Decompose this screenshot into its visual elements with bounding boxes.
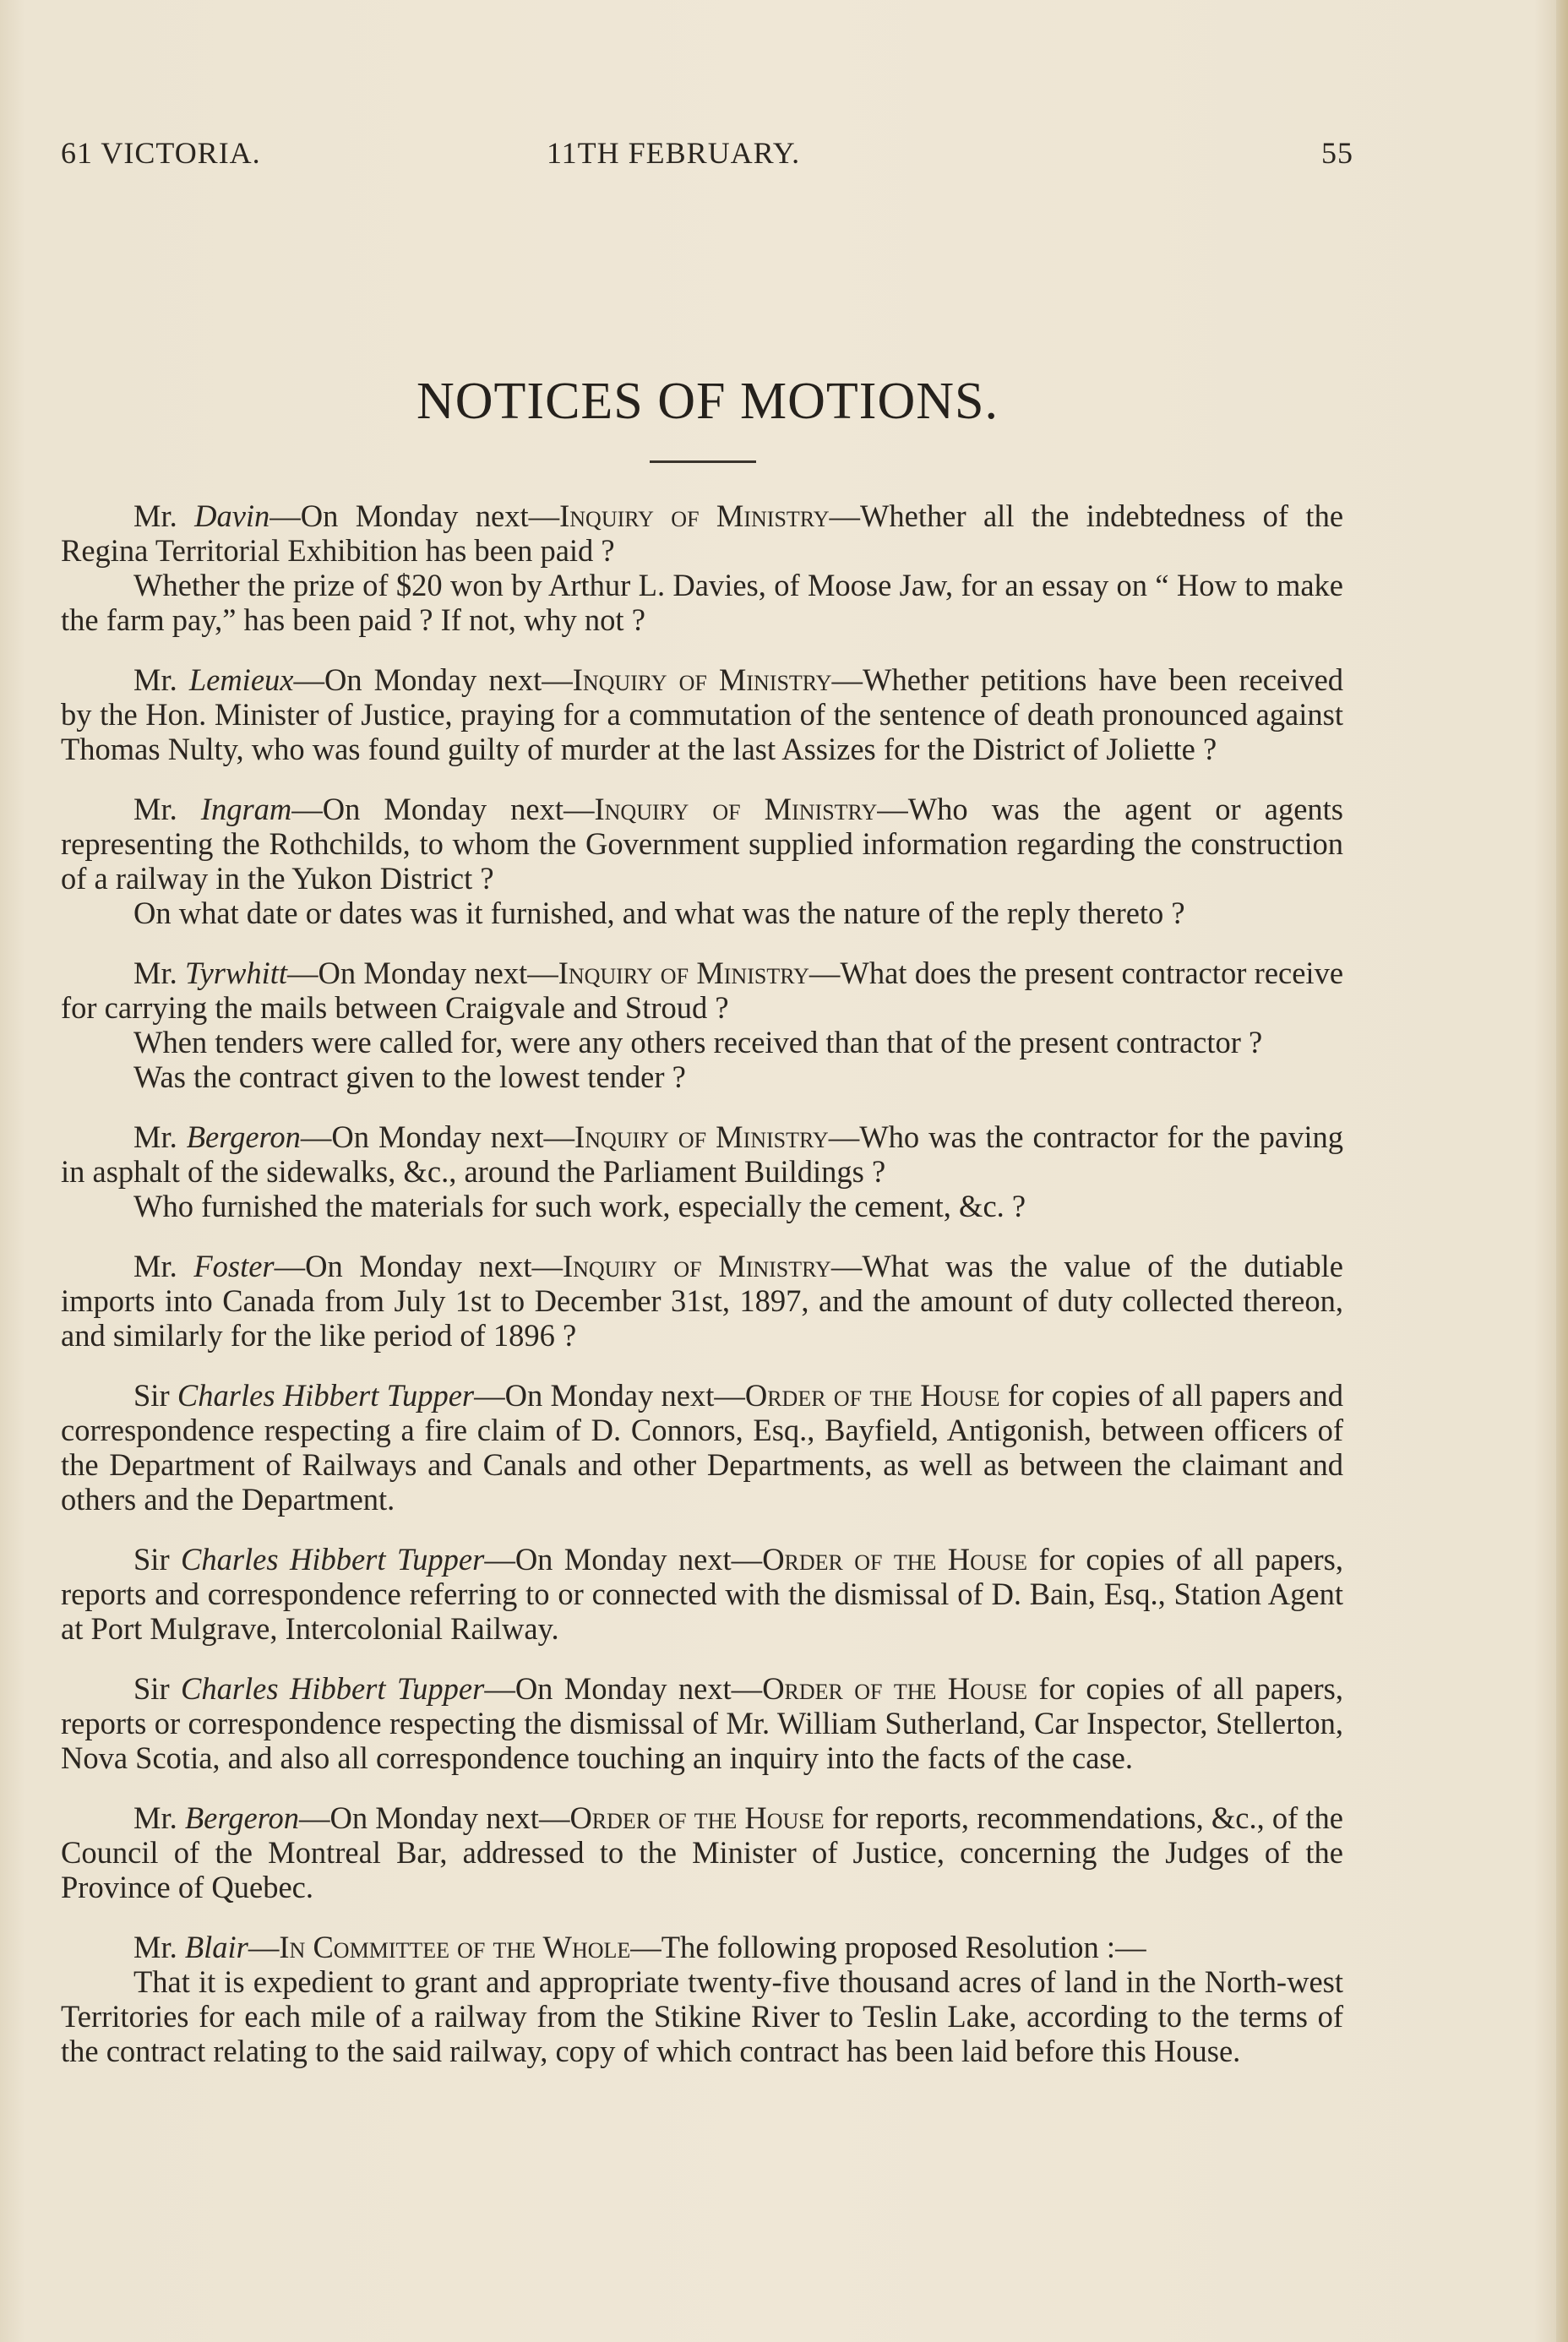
motion-timing: —On Monday next— bbox=[291, 792, 595, 826]
member-title: Mr. bbox=[133, 662, 177, 697]
motion-text: for copies of all papers, reports or correspondence respecting the dismissal of Mr. William Sutherland, Car Inspector, Stellerton, Nova Scotia, and also all correspondence touching an inquiry into the facts of the case. bbox=[61, 1671, 1343, 1775]
member-title: Sir bbox=[133, 1542, 170, 1577]
motion-type: Inquiry of Ministry bbox=[574, 1119, 829, 1154]
motion-first-paragraph bbox=[61, 1542, 1343, 1646]
motion-notice bbox=[61, 1378, 1343, 1517]
motion-notice bbox=[61, 1800, 1343, 1904]
member-title: Mr. bbox=[133, 1249, 177, 1283]
motion-notice bbox=[61, 1542, 1343, 1646]
header-date: 11TH FEBRUARY. bbox=[547, 136, 801, 170]
member-name: Charles Hibbert Tupper bbox=[180, 1542, 485, 1577]
motion-notice bbox=[61, 956, 1343, 1094]
motion-text: for copies of all papers, reports and correspondence referring to or connected with the dismissal of D. Bain, Esq., Station Agent at Port Mulgrave, Intercolonial Railway. bbox=[61, 1542, 1343, 1646]
motion-timing: —On Monday next— bbox=[299, 1800, 570, 1835]
member-name: Ingram bbox=[200, 792, 292, 826]
motion-notice bbox=[61, 1119, 1343, 1223]
motion-followup-paragraph: That it is expedient to grant and appropriate twenty-five thousand acres of land in the North-west Territories for each mile of a railway from the Stikine River to Teslin Lake, according to the terms of the contract relating to the said railway, copy of which contract has been laid before this House. bbox=[61, 1964, 1343, 2068]
motion-text: for reports, recommendations, &c., of the Council of the Montreal Bar, addressed to the Minister of Justice, concerning the Judges of the Province of Quebec. bbox=[61, 1800, 1344, 1904]
motion-first-paragraph bbox=[61, 1119, 1343, 1189]
motion-first-paragraph bbox=[61, 956, 1343, 1025]
motion-first-paragraph bbox=[61, 792, 1343, 896]
motion-text: —Whether all the indebtedness of the Regina Territorial Exhibition has been paid ? bbox=[61, 498, 1344, 568]
member-name: Foster bbox=[193, 1249, 275, 1283]
motion-notice bbox=[61, 498, 1343, 637]
motion-first-paragraph bbox=[61, 1800, 1343, 1904]
motion-timing: — bbox=[248, 1930, 280, 1964]
motion-type: Inquiry of Ministry bbox=[559, 498, 830, 533]
motion-first-paragraph bbox=[61, 498, 1343, 568]
motion-type: Inquiry of Ministry bbox=[562, 1249, 831, 1283]
motion-text: for copies of all papers and correspondence respecting a fire claim of D. Connors, Esq., Bayfield, Antigonish, between officers of the Department of Railways and Canals and other Departments, as well as between the claimant and others and the Department. bbox=[61, 1378, 1344, 1517]
motion-timing: —On Monday next— bbox=[300, 1119, 575, 1154]
motion-first-paragraph bbox=[61, 662, 1343, 766]
motion-type: Inquiry of Ministry bbox=[572, 662, 832, 697]
motions-list bbox=[61, 498, 1343, 2094]
motion-timing: —On Monday next— bbox=[270, 498, 560, 533]
member-title: Mr. bbox=[133, 1119, 177, 1154]
motion-timing: —On Monday next— bbox=[293, 662, 573, 697]
running-header bbox=[61, 135, 1353, 177]
motion-type: Inquiry of Ministry bbox=[558, 956, 809, 990]
motion-notice bbox=[61, 662, 1343, 766]
motion-first-paragraph bbox=[61, 1378, 1343, 1517]
header-session: 61 VICTORIA. bbox=[61, 136, 261, 170]
motion-first-paragraph bbox=[61, 1249, 1343, 1353]
motion-type: Order of the House bbox=[569, 1800, 825, 1835]
page-title: NOTICES OF MOTIONS. bbox=[416, 373, 999, 430]
motion-timing: —On Monday next— bbox=[474, 1378, 745, 1413]
motion-text: —What does the present contractor receive for carrying the mails between Craigvale and Stroud ? bbox=[61, 956, 1344, 1025]
member-title: Mr. bbox=[133, 1930, 177, 1964]
motion-followup-paragraph: Who furnished the materials for such work, especially the cement, &c. ? bbox=[133, 1189, 1026, 1223]
member-name: Davin bbox=[194, 498, 270, 533]
member-title: Mr. bbox=[133, 498, 177, 533]
motion-type: Order of the House bbox=[762, 1671, 1028, 1706]
member-name: Charles Hibbert Tupper bbox=[177, 1378, 475, 1413]
motion-timing: —On Monday next— bbox=[274, 1249, 563, 1283]
member-name: Lemieux bbox=[188, 662, 294, 697]
motion-timing: —On Monday next— bbox=[484, 1671, 763, 1706]
member-name: Tyrwhitt bbox=[185, 956, 288, 990]
motion-followup-paragraph: On what date or dates was it furnished, and what was the nature of the reply thereto ? bbox=[133, 896, 1185, 930]
motion-notice bbox=[61, 1249, 1343, 1353]
motion-type: Order of the House bbox=[744, 1378, 1000, 1413]
member-name: Blair bbox=[184, 1930, 248, 1964]
motion-text: —Whether petitions have been received by the Hon. Minister of Justice, praying for a commutation of the sentence of death pronounced against Thomas Nulty, who was found guilty of murder at the last Assizes for the District of Joliette ? bbox=[61, 662, 1344, 766]
motion-followup-paragraph: When tenders were called for, were any others received than that of the present contractor ? bbox=[133, 1025, 1263, 1059]
motion-first-paragraph bbox=[61, 1671, 1343, 1775]
motion-notice bbox=[61, 1671, 1343, 1775]
member-title: Sir bbox=[133, 1671, 170, 1706]
motion-text: —Who was the contractor for the paving in asphalt of the sidewalks, &c., around the Parliament Buildings ? bbox=[61, 1119, 1344, 1189]
motion-followup-paragraph: Was the contract given to the lowest tender ? bbox=[133, 1059, 686, 1094]
member-title: Sir bbox=[133, 1378, 170, 1413]
member-name: Charles Hibbert Tupper bbox=[180, 1671, 485, 1706]
motion-timing: —On Monday next— bbox=[287, 956, 558, 990]
motion-text: —Who was the agent or agents representing the Rothchilds, to whom the Government supplied information regarding the construction of a railway in the Yukon District ? bbox=[61, 792, 1344, 896]
motion-text: —The following proposed Resolution :— bbox=[630, 1930, 1146, 1964]
member-name: Bergeron bbox=[186, 1119, 301, 1154]
page-edge bbox=[1556, 0, 1568, 2342]
motion-type: In Committee of the Whole bbox=[279, 1930, 631, 1964]
motion-type: Order of the House bbox=[762, 1542, 1028, 1577]
motion-timing: —On Monday next— bbox=[484, 1542, 763, 1577]
motion-first-paragraph bbox=[61, 1930, 1343, 1964]
motion-notice bbox=[61, 1930, 1343, 2068]
motion-notice bbox=[61, 792, 1343, 930]
member-name: Bergeron bbox=[184, 1800, 300, 1835]
motion-text: —What was the value of the dutiable imports into Canada from July 1st to December 31st, 1897, and the amount of duty collected thereon, and similarly for the like period of 1896 ? bbox=[61, 1249, 1343, 1353]
member-title: Mr. bbox=[133, 1800, 177, 1835]
page-number: 55 bbox=[1321, 136, 1353, 170]
motion-followup-paragraph: Whether the prize of $20 won by Arthur L. Davies, of Moose Jaw, for an essay on “ How to make the farm pay,” has been paid ? If not, why not ? bbox=[61, 568, 1343, 637]
member-title: Mr. bbox=[133, 792, 177, 826]
title-rule bbox=[650, 460, 756, 463]
motion-type: Inquiry of Ministry bbox=[594, 792, 878, 826]
member-title: Mr. bbox=[133, 956, 177, 990]
